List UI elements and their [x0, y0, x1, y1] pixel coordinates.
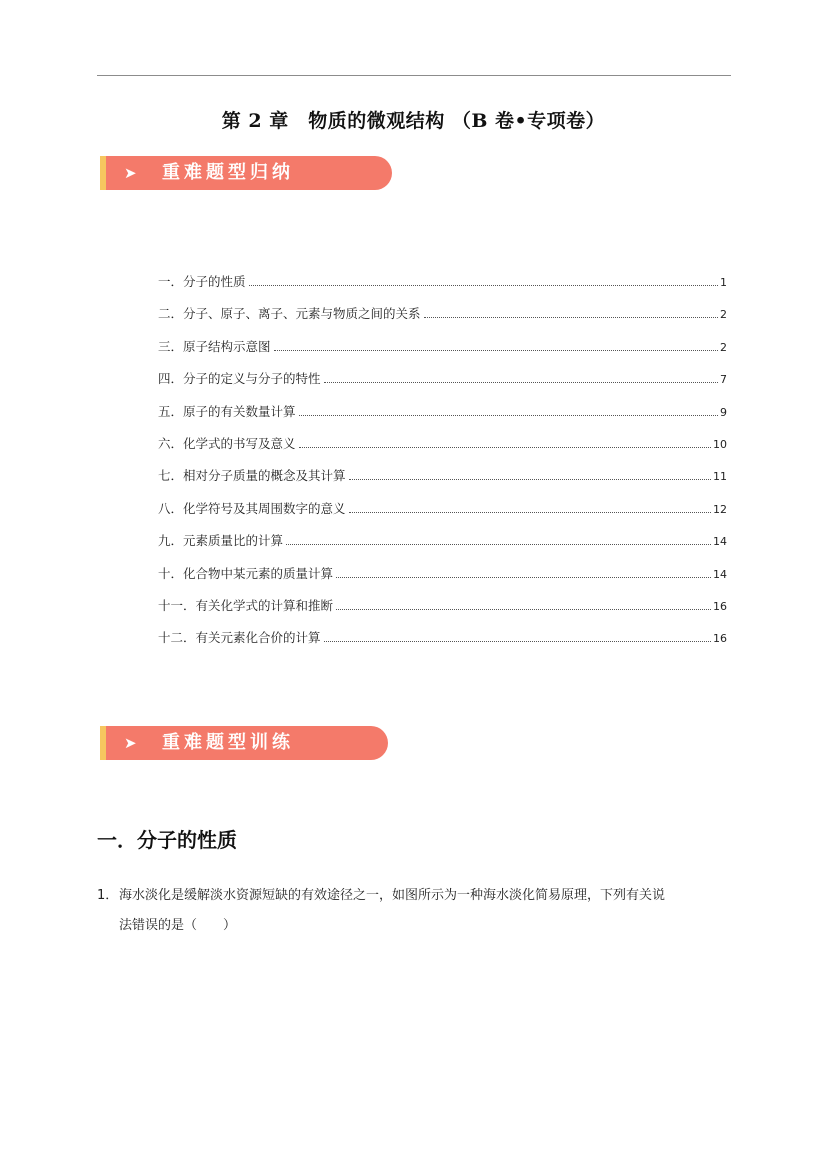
banner-label: 重难题型归纳: [162, 162, 294, 183]
section-heading: 一．分子的性质: [97, 828, 237, 852]
toc-entry[interactable]: [158, 564, 727, 596]
header-rule: [97, 75, 731, 76]
toc-entry-title: 三．原子结构示意图: [158, 338, 271, 354]
toc-entry-page: 12: [713, 502, 727, 516]
toc-entry-page: 2: [720, 308, 727, 322]
toc-entry-title: 六．化学式的书写及意义: [158, 435, 296, 451]
table-of-contents: [158, 272, 727, 661]
toc-entry-page: 14: [713, 535, 727, 549]
toc-entry-page: 14: [713, 567, 727, 581]
banner-label: 重难题型训练: [162, 732, 294, 753]
toc-entry-page: 10: [713, 437, 727, 451]
toc-dot-leader: [299, 447, 711, 448]
toc-dot-leader: [336, 577, 711, 578]
question-number: 1．: [97, 888, 119, 903]
toc-entry-title: 九．元素质量比的计算: [158, 533, 284, 549]
toc-entry-page: 2: [720, 340, 727, 354]
toc-dot-leader: [349, 479, 711, 480]
toc-entry[interactable]: [158, 628, 727, 660]
toc-entry[interactable]: [158, 434, 727, 466]
toc-entry[interactable]: [158, 466, 727, 498]
question-line-1: [97, 881, 737, 911]
question-1: [97, 881, 737, 941]
toc-entry[interactable]: [158, 369, 727, 401]
toc-dot-leader: [249, 285, 718, 286]
question-text: 海水淡化是缓解淡水资源短缺的有效途径之一，如图所示为一种海水淡化简易原理，下列有关说: [119, 888, 666, 903]
toc-dot-leader: [324, 641, 711, 642]
toc-entry-title: 十一．有关化学式的计算和推断: [158, 597, 334, 613]
toc-entry-page: 1: [720, 276, 727, 289]
toc-entry-title: 四．分子的定义与分子的特性: [158, 371, 321, 387]
banner-summary: [100, 156, 392, 190]
chevron-right-icon: ➤: [124, 164, 137, 182]
toc-dot-leader: [274, 350, 718, 351]
toc-dot-leader: [324, 382, 718, 383]
toc-dot-leader: [299, 415, 718, 416]
toc-dot-leader: [349, 512, 711, 513]
toc-entry[interactable]: [158, 304, 727, 336]
toc-dot-leader: [336, 609, 711, 610]
toc-entry-title: 十．化合物中某元素的质量计算: [158, 565, 334, 581]
toc-entry-page: 11: [713, 470, 727, 484]
toc-entry[interactable]: [158, 596, 727, 628]
toc-entry-title: 七．相对分子质量的概念及其计算: [158, 468, 346, 484]
toc-entry[interactable]: [158, 402, 727, 434]
toc-entry-page: 16: [713, 599, 727, 613]
toc-entry[interactable]: [158, 499, 727, 531]
toc-dot-leader: [424, 317, 718, 318]
toc-entry[interactable]: [158, 272, 727, 304]
toc-entry-page: 7: [720, 373, 727, 387]
question-line-2: 法错误的是（ ）: [119, 918, 237, 933]
toc-entry-title: 二．分子、原子、离子、元素与物质之间的关系: [158, 306, 421, 322]
toc-entry-title: 一．分子的性质: [158, 274, 246, 289]
toc-entry[interactable]: [158, 337, 727, 369]
toc-entry[interactable]: [158, 531, 727, 563]
toc-entry-page: 9: [720, 405, 727, 419]
toc-entry-title: 十二．有关元素化合价的计算: [158, 630, 321, 646]
toc-entry-title: 八．化学符号及其周围数字的意义: [158, 500, 346, 516]
toc-dot-leader: [286, 544, 711, 545]
document-title: 第 2 章 物质的微观结构 （B 卷•专项卷）: [221, 110, 606, 132]
banner-training: [100, 726, 388, 760]
chevron-right-icon: ➤: [124, 734, 137, 752]
toc-entry-title: 五．原子的有关数量计算: [158, 403, 296, 419]
toc-entry-page: 16: [713, 632, 727, 646]
